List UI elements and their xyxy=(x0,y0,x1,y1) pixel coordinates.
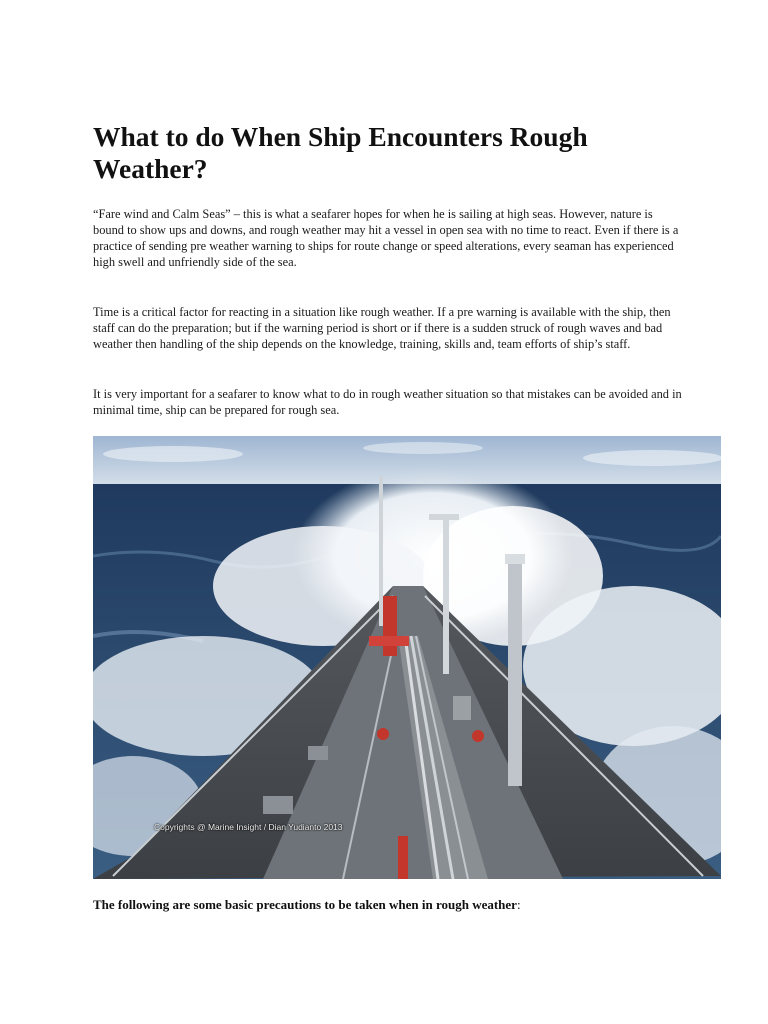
subheading-colon: : xyxy=(516,897,521,912)
subheading-text: The following are some basic precautions to be taken when in rough weather xyxy=(93,897,517,912)
photo-copyright: Copyrights @ Marine Insight / Dian Yudianto 2013 xyxy=(154,822,343,832)
paragraph-importance: It is very important for a seafarer to know what to do in rough weather situation so that mistakes can be avoided and in minimal time, ship can be prepared for rough sea. xyxy=(93,387,682,417)
article-title: What to do When Ship Encounters Rough Weather? xyxy=(93,121,588,184)
paragraph-time-factor: Time is a critical factor for reacting in a situation like rough weather. If a pre warning is available with the ship, then staff can do the preparation; but if the warning period is short or if there is a sudden struck of rough waves and bad weather then handling of the ship depends on the knowledge, training, skills and, team efforts of ship’s staff. xyxy=(93,305,671,351)
paragraph-intro: “Fare wind and Calm Seas” – this is what a seafarer hopes for when he is sailing at high seas. However, nature is bound to show ups and downs, and rough weather may hit a vessel in open sea with no time to react. Even if there is a practice of sending pre weather warning to ships for route change or speed alterations, every seaman has experienced high swell and unfriendly side of the sea. xyxy=(93,207,679,269)
precautions-subheading xyxy=(93,896,521,914)
ship-rough-sea-photo xyxy=(93,436,721,879)
